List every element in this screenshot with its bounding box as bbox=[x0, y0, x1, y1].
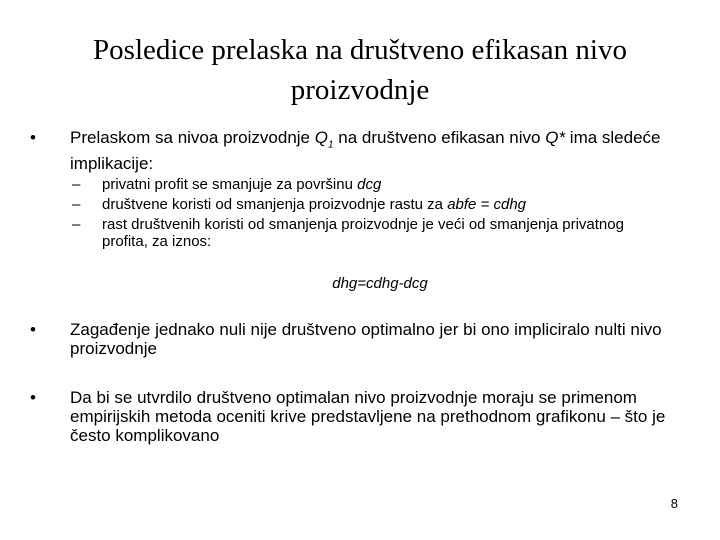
bullet-empirical-methods bbox=[30, 388, 680, 445]
subitem-social-benefits bbox=[72, 196, 672, 213]
dash-mark: – bbox=[72, 216, 81, 233]
bullet-text bbox=[70, 128, 680, 173]
bullet-mark: • bbox=[30, 128, 36, 147]
symbol-abfe-cdhg: abfe = cdhg bbox=[447, 196, 527, 213]
dash-mark: – bbox=[72, 176, 81, 193]
bullet-mark: • bbox=[30, 320, 36, 339]
bullet-mark: • bbox=[30, 388, 36, 407]
formula: dhg=cdhg-dcg bbox=[332, 275, 428, 292]
subitem-text: društvene koristi od smanjenja proizvodnje rastu za abfe = cdhg bbox=[102, 196, 527, 213]
bullet-text: Da bi se utvrdilo društveno optimalan nivo proizvodnje moraju se primenom empirijskih metoda oceniti krive predstavljene na prethodnom grafikonu – što je često komplikovano bbox=[70, 388, 666, 445]
bullet-implications bbox=[30, 128, 680, 173]
symbol-qstar: Q* bbox=[545, 128, 566, 147]
bullet-text-part: na društveno efikasan nivo bbox=[333, 128, 546, 147]
subitem-benefit-growth bbox=[72, 216, 672, 250]
bullet-text: Zagađenje jednako nuli nije društveno optimalno jer bi ono impliciralo nulti nivo proizvodnje bbox=[70, 320, 662, 358]
dash-mark: – bbox=[72, 196, 81, 213]
bullet-text-part: Prelaskom sa nivoa proizvodnje bbox=[70, 128, 315, 147]
slide-title: Posledice prelaska na društveno efikasan nivo proizvodnje bbox=[93, 34, 627, 106]
bullet-zero-pollution bbox=[30, 320, 680, 358]
subitem-text: privatni profit se smanjuje za površinu dcg bbox=[102, 176, 382, 193]
subitem-private-profit bbox=[72, 176, 672, 193]
bullet-text-part: ima sledeće implikacije: bbox=[70, 128, 661, 174]
symbol-dcg: dcg bbox=[357, 176, 382, 193]
symbol-q1: $Q_1$ bbox=[314, 128, 334, 151]
subitem-text: rast društvenih koristi od smanjenja proizvodnje je veći od smanjenja privatnog profita, za iznos: bbox=[102, 216, 624, 250]
page-number: 8 bbox=[670, 496, 678, 511]
